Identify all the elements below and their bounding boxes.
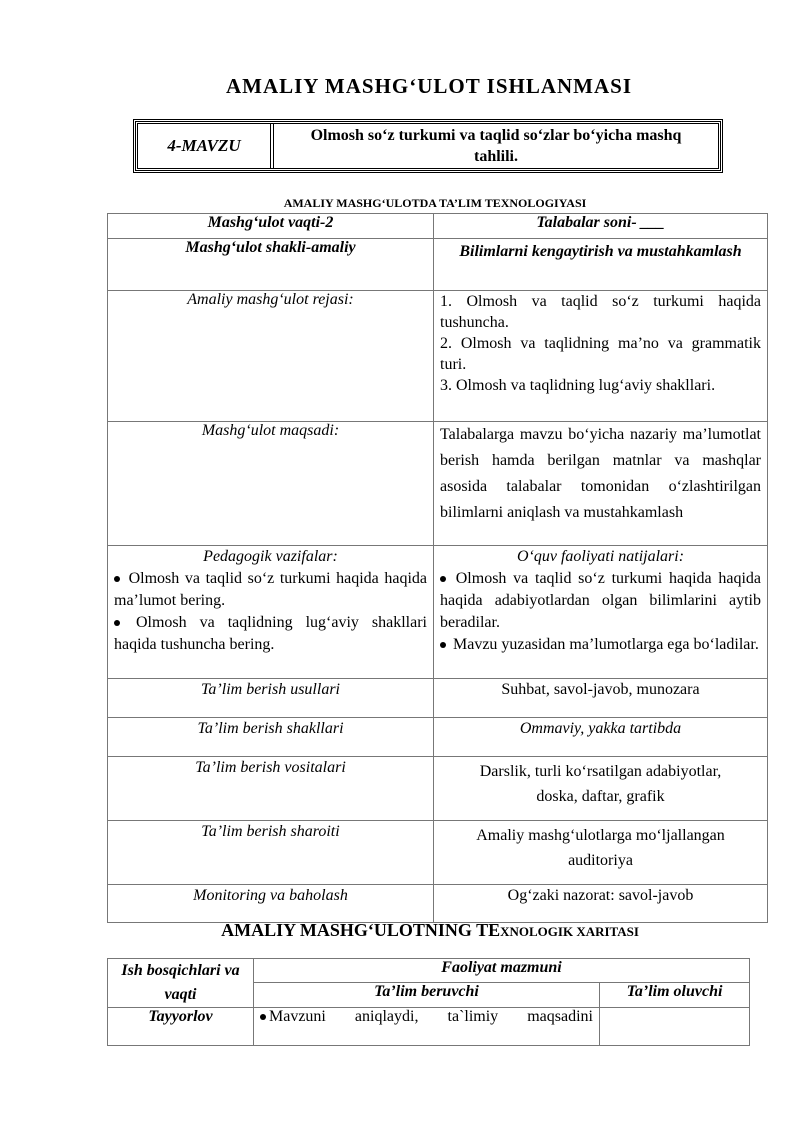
plan-item: 3. Olmosh va taqlidning lug‘aviy shakllari. (440, 377, 716, 394)
forms-label: Ta’lim berish shakllari (108, 718, 434, 757)
forms-value: Ommaviy, yakka tartibda (434, 718, 768, 757)
methods-value: Suhbat, savol-javob, munozara (434, 679, 768, 718)
student-header: Ta’lim oluvchi (600, 983, 750, 1008)
bullet-icon (440, 576, 446, 582)
list-item: Olmosh va taqlidning lug‘aviy shakllari haqida tushuncha bering. (114, 614, 427, 653)
conditions-label: Ta’lim berish sharoiti (108, 821, 434, 885)
page-title: AMALIY MASHG‘ULOT ISHLANMASI (225, 74, 633, 98)
session-time: Mashg‘ulot vaqti-2 (108, 214, 434, 239)
technology-table (107, 213, 768, 923)
plan-list (434, 291, 768, 422)
topic-number: 4-MAVZU (138, 124, 274, 168)
monitoring-value: Og‘zaki nazorat: savol-javob (434, 885, 768, 923)
pedagogical-tasks (108, 546, 434, 679)
stage-name: Tayyorlov (108, 1008, 254, 1046)
learning-outcomes (434, 546, 768, 679)
bullet-icon (440, 642, 446, 648)
activity-header: Faoliyat mazmuni (254, 959, 750, 983)
session-form: Mashg‘ulot shakli-amaliy (108, 239, 434, 291)
tools-label: Ta’lim berish vositalari (108, 757, 434, 821)
plan-item: 1. Olmosh va taqlid so‘z turkumi haqida tushuncha. (440, 293, 761, 331)
monitoring-label: Monitoring va baholash (108, 885, 434, 923)
session-type: Bilimlarni kengaytirish va mustahkamlash (434, 239, 768, 291)
student-count: Talabalar soni- ___ (434, 214, 768, 239)
methods-label: Ta’lim berish usullari (108, 679, 434, 718)
technology-heading: AMALIY MASHG‘ULOTDA TA’LIM TEXNOLOGIYASI (283, 196, 587, 210)
teacher-activity: Mavzuni aniqlaydi, ta`limiy maqsadini (254, 1008, 600, 1046)
list-item: Olmosh va taqlid so‘z turkumi haqida haqida haqida adabiyotlardan olgan bilimlarini aytib beradilar. (440, 570, 762, 631)
plan-label: Amaliy mashg‘ulot rejasi: (108, 291, 434, 422)
student-activity (600, 1008, 750, 1046)
conditions-value: Amaliy mashg‘ulotlarga mo‘ljallangan auditoriya (434, 821, 768, 885)
tech-map-table (107, 958, 750, 1046)
topic-title: Olmosh so‘z turkumi va taqlid so‘zlar bo‘yicha mashq tahlili. (310, 127, 682, 165)
learning-outcomes-title: O‘quv faoliyati natijalari: (516, 548, 685, 565)
bullet-icon (260, 1014, 266, 1020)
goal-label: Mashg‘ulot maqsadi: (108, 422, 434, 546)
list-item: Olmosh va taqlid so‘z turkumi haqida haqida ma’lumot bering. (114, 570, 428, 609)
teacher-header: Ta’lim beruvchi (254, 983, 600, 1008)
stage-header: Ish bosqichlari va vaqti (108, 959, 254, 1008)
pedagogical-tasks-title: Pedagogik vazifalar: (203, 548, 338, 565)
bullet-icon (114, 620, 120, 626)
topic-box (133, 119, 723, 173)
list-item: Mavzu yuzasidan ma’lumotlarga ega bo‘ladilar. (440, 634, 761, 656)
goal-text: Talabalarga mavzu bo‘yicha nazariy ma’lumotlat berish hamda berilgan matnlar va mashqlar asosida talabalar tomonidan o‘zlashtirilgan bilimlarni aniqlash va mustahkamlash (434, 422, 768, 546)
tech-map-heading: AMALIY MASHG‘ULOTNING TEXNOLOGIK XARITASI (221, 920, 639, 940)
plan-item: 2. Olmosh va taqlidning ma’no va grammatik turi. (440, 335, 761, 373)
bullet-icon (114, 576, 120, 582)
tools-value: Darslik, turli ko‘rsatilgan adabiyotlar, doska, daftar, grafik (434, 757, 768, 821)
